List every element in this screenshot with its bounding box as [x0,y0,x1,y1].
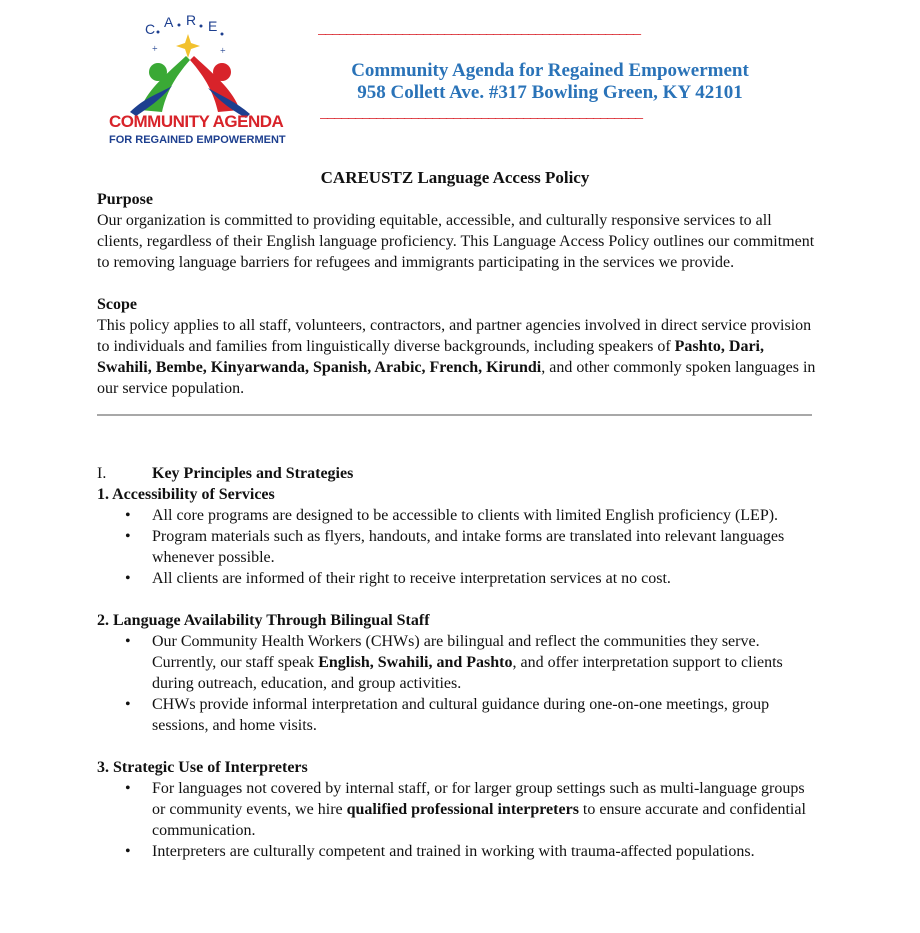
svg-text:+: + [152,44,158,55]
star-icon [176,34,200,58]
list-item: • For languages not covered by internal staff, or for larger group settings such as multi-language groups or community events, we hire qualified professional interpreters to ensure accurate and confidential communication. [152,778,817,841]
care-logo-graphic [100,10,280,120]
subsection-2-list [97,631,817,736]
logo-letter-c: C [145,21,156,37]
subsection-1-list [97,505,817,589]
list-item: • Program materials such as flyers, handouts, and intake forms are translated into relevant languages whenever possible. [152,526,817,568]
logo-text-line1: COMMUNITY AGENDA [109,112,284,131]
svg-text:+: + [220,46,226,57]
logo-letter-a: A [164,14,174,30]
scope-text: This policy applies to all staff, volunteers, contractors, and partner agencies involved in direct service provision to individuals and families from linguistically diverse backgrounds, including speakers of Pashto, Dari, Swahili, Bembe, Kinyarwanda, Spanish, Arabic, French, Kirundi, and other commonly spoken languages in our service population. [97,317,816,397]
purpose-text: Our organization is committed to providing equitable, accessible, and culturally responsive services to all clients, regardless of their English language proficiency. This Language Access Policy outlines our commitment to removing language barriers for refugees and immigrants participating in the services we provide. [97,212,815,271]
org-address: 958 Collett Ave. #317 Bowling Green, KY 42101 [357,82,743,103]
subsection-3-list [97,778,817,862]
list-item: • Interpreters are culturally competent and trained in working with trauma-affected populations. [152,841,817,862]
scope-languages: Pashto, Dari, Swahili, Bembe, Kinyarwanda, Spanish, Arabic, French, Kirundi [97,338,764,376]
section-title: Key Principles and Strategies [152,465,354,482]
purpose-heading: Purpose [97,191,153,208]
subsection-2-heading: 2. Language Availability Through Bilingual Staff [97,612,430,629]
document-body [97,189,817,862]
section-divider [97,414,812,416]
org-name: Community Agenda for Regained Empowerment [351,60,749,81]
logo-text-line2: FOR REGAINED EMPOWERMENT [109,134,286,146]
scope-heading: Scope [97,296,137,313]
section-1-heading [97,463,817,484]
subsection-3-heading: 3. Strategic Use of Interpreters [97,759,308,776]
list-item: • Our Community Health Workers (CHWs) are bilingual and reflect the communities they serve. Currently, our staff speak English, Swahili, and Pashto, and offer interpretation support to clients during outreach, education, and group activities. [152,631,817,694]
document-title: CAREUSTZ Language Access Policy [320,168,590,187]
header-rule-top: ______________________________________________ [318,20,640,37]
logo-letter-r: R [186,12,197,28]
list-item: • All core programs are designed to be accessible to clients with limited English proficiency (LEP). [152,505,817,526]
logo-letter-e: E [208,18,218,34]
list-item: • CHWs provide informal interpretation and cultural guidance during one-on-one meetings, group sessions, and home visits. [152,694,817,736]
subsection-1-heading: 1. Accessibility of Services [97,486,275,503]
section-number: I. [97,465,107,482]
header-rule-bottom: ______________________________________________ [320,104,642,121]
list-item: • All clients are informed of their right to receive interpretation services at no cost. [152,568,817,589]
